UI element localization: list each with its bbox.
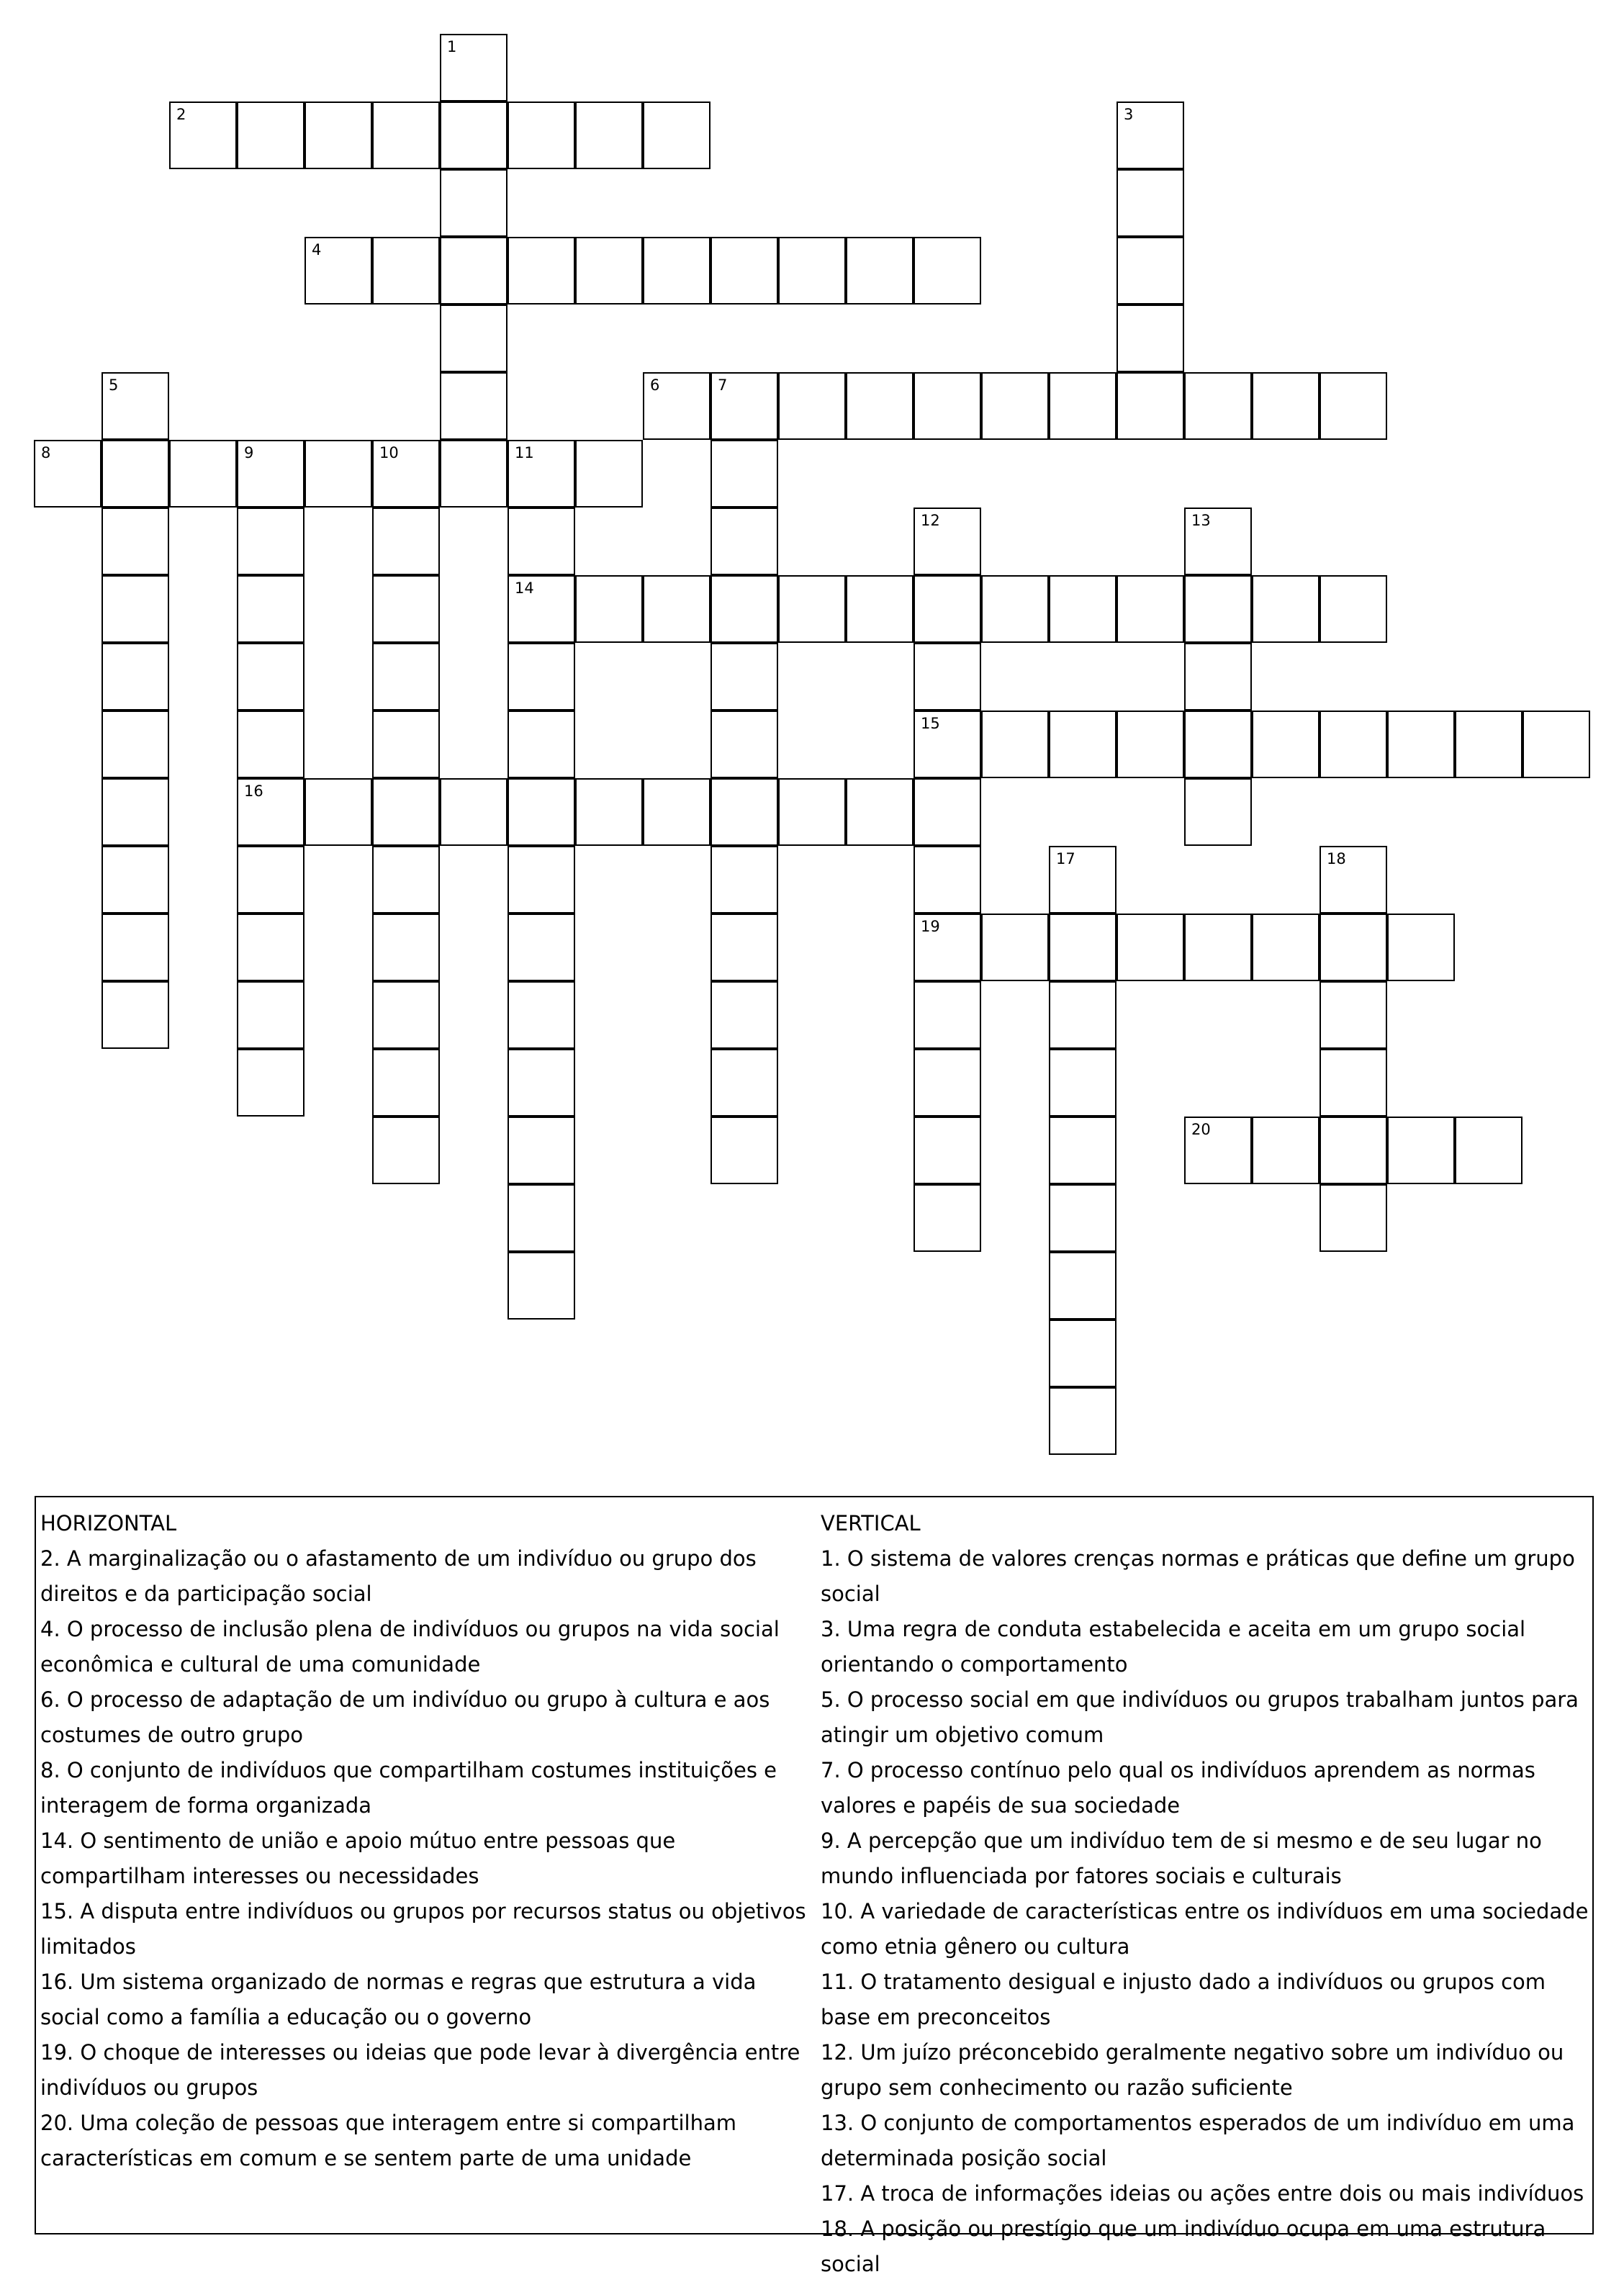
grid-cell[interactable]: [981, 575, 1049, 643]
grid-cell[interactable]: [710, 846, 778, 914]
grid-cell[interactable]: [237, 102, 304, 169]
grid-cell[interactable]: [914, 1049, 981, 1117]
grid-cell[interactable]: [1252, 575, 1320, 643]
grid-cell[interactable]: [237, 711, 304, 778]
down-clue-17: 17. A troca de informações ideias ou ações entre dois ou mais indivíduos: [821, 2181, 1584, 2206]
grid-cell[interactable]: [914, 643, 981, 711]
grid-cell[interactable]: [778, 778, 846, 846]
clues-panel: [35, 1496, 1594, 2276]
grid-cell[interactable]: [372, 1049, 440, 1117]
grid-cell[interactable]: [237, 846, 304, 914]
grid-cell[interactable]: [440, 102, 508, 169]
grid-cell[interactable]: [440, 169, 508, 237]
down-clue-5: 5. O processo social em que indivíduos ou grupos trabalham juntos para atingir um objetivo comum: [821, 1687, 1579, 1747]
clue-number: 7: [718, 376, 728, 394]
grid-cell[interactable]: [372, 237, 440, 305]
grid-cell[interactable]: [643, 575, 710, 643]
grid-cell[interactable]: [914, 846, 981, 914]
grid-cell[interactable]: [440, 34, 508, 102]
grid-cell[interactable]: [304, 102, 372, 169]
grid-cell[interactable]: [237, 643, 304, 711]
grid-cell[interactable]: [372, 914, 440, 981]
grid-cell[interactable]: [981, 711, 1049, 778]
grid-cell[interactable]: [237, 508, 304, 575]
grid-cell[interactable]: [710, 778, 778, 846]
grid-cell[interactable]: [1455, 1117, 1522, 1184]
grid-cell[interactable]: [778, 372, 846, 440]
grid-cell[interactable]: [1320, 1117, 1387, 1184]
across-clue-15: 15. A disputa entre indivíduos ou grupos por recursos status ou objetivos limitados: [40, 1899, 806, 1959]
grid-cell[interactable]: [508, 1184, 575, 1252]
grid-cell[interactable]: [914, 778, 981, 846]
clue-number: 9: [244, 444, 254, 461]
grid-cell[interactable]: [508, 575, 575, 643]
grid-cell[interactable]: [372, 508, 440, 575]
clue-number: 17: [1056, 850, 1075, 867]
clue-number: 2: [176, 106, 186, 123]
grid-cell[interactable]: [1184, 643, 1252, 711]
clue-number: 19: [921, 918, 940, 935]
grid-cell[interactable]: [1049, 1252, 1116, 1320]
grid-cell[interactable]: [508, 1117, 575, 1184]
clue-number: 14: [515, 579, 534, 597]
grid-cell[interactable]: [1049, 981, 1116, 1049]
grid-cell[interactable]: [710, 575, 778, 643]
clue-number: 1: [447, 38, 457, 55]
grid-cell[interactable]: [1252, 372, 1320, 440]
across-clue-6: 6. O processo de adaptação de um indivíduo ou grupo à cultura e aos costumes de outro grupo: [40, 1687, 770, 1747]
across-clue-4: 4. O processo de inclusão plena de indivíduos ou grupos na vida social econômica e cultural de uma comunidade: [40, 1617, 780, 1677]
grid-cell[interactable]: [1049, 575, 1116, 643]
grid-cell[interactable]: [1252, 711, 1320, 778]
grid-cell[interactable]: [304, 778, 372, 846]
grid-cell[interactable]: [1049, 1049, 1116, 1117]
grid-cell[interactable]: [710, 508, 778, 575]
grid-cell[interactable]: [981, 372, 1049, 440]
grid-cell[interactable]: [643, 778, 710, 846]
grid-cell[interactable]: [508, 1252, 575, 1320]
clue-number: 5: [109, 376, 119, 394]
grid-cell[interactable]: [508, 440, 575, 508]
down-clue-3: 3. Uma regra de conduta estabelecida e aceita em um grupo social orientando o comportamento: [821, 1617, 1526, 1677]
grid-cell[interactable]: [304, 440, 372, 508]
grid-cell[interactable]: [102, 372, 169, 440]
down-clue-13: 13. O conjunto de comportamentos esperados de um indivíduo em uma determinada posição social: [821, 2111, 1575, 2170]
grid-cell[interactable]: [575, 102, 643, 169]
grid-cell[interactable]: [914, 1117, 981, 1184]
grid-cell[interactable]: [1049, 711, 1116, 778]
grid-cell[interactable]: [102, 643, 169, 711]
grid-cell[interactable]: [508, 778, 575, 846]
grid-cell[interactable]: [1049, 914, 1116, 981]
grid-cell[interactable]: [846, 372, 914, 440]
grid-cell[interactable]: [1320, 372, 1387, 440]
grid-cell[interactable]: [710, 1117, 778, 1184]
grid-cell[interactable]: [1049, 372, 1116, 440]
grid-cell[interactable]: [1116, 914, 1184, 981]
grid-cell[interactable]: [440, 237, 508, 305]
grid-cell[interactable]: [102, 981, 169, 1049]
grid-cell[interactable]: [440, 305, 508, 372]
grid-cell[interactable]: [1320, 711, 1387, 778]
down-clue-18: 18. A posição ou prestígio que um indivíduo ocupa em uma estrutura social: [821, 2216, 1546, 2276]
grid-cell[interactable]: [102, 846, 169, 914]
across-clue-20: 20. Uma coleção de pessoas que interagem entre si compartilham características em comum e se sentem parte de uma unidade: [40, 2111, 736, 2170]
grid-cell[interactable]: [508, 914, 575, 981]
across-clues: [40, 1506, 811, 2176]
grid-cell[interactable]: [372, 102, 440, 169]
grid-cell[interactable]: [1049, 1387, 1116, 1455]
grid-cell[interactable]: [1116, 169, 1184, 237]
grid-cell[interactable]: [102, 914, 169, 981]
grid-cell[interactable]: [1320, 846, 1387, 914]
grid-cell[interactable]: [1320, 1184, 1387, 1252]
grid-cell[interactable]: [1387, 711, 1455, 778]
grid-cell[interactable]: [914, 508, 981, 575]
grid-cell[interactable]: [1049, 1117, 1116, 1184]
grid-cell[interactable]: [643, 102, 710, 169]
grid-cell[interactable]: [169, 102, 237, 169]
grid-cell[interactable]: [237, 914, 304, 981]
grid-cell[interactable]: [237, 778, 304, 846]
grid-cell[interactable]: [508, 643, 575, 711]
grid-cell[interactable]: [440, 372, 508, 440]
grid-cell[interactable]: [1116, 102, 1184, 169]
grid-cell[interactable]: [914, 981, 981, 1049]
grid-cell[interactable]: [372, 643, 440, 711]
across-clue-8: 8. O conjunto de indivíduos que compartilham costumes instituições e interagem de forma organizada: [40, 1758, 777, 1818]
clue-number: 15: [921, 715, 940, 732]
grid-cell[interactable]: [102, 440, 169, 508]
grid-cell[interactable]: [846, 778, 914, 846]
grid-cell[interactable]: [1184, 914, 1252, 981]
across-clue-19: 19. O choque de interesses ou ideias que pode levar à divergência entre indivíduos ou grupos: [40, 2040, 800, 2100]
grid-cell[interactable]: [1184, 778, 1252, 846]
grid-cell[interactable]: [440, 778, 508, 846]
grid-cell[interactable]: [372, 981, 440, 1049]
clue-number: 8: [41, 444, 51, 461]
grid-cell[interactable]: [1116, 575, 1184, 643]
grid-cell[interactable]: [914, 237, 981, 305]
clue-number: 3: [1124, 106, 1134, 123]
clue-number: 6: [650, 376, 660, 394]
grid-cell[interactable]: [1252, 914, 1320, 981]
grid-cell[interactable]: [914, 575, 981, 643]
grid-cell[interactable]: [508, 508, 575, 575]
grid-cell[interactable]: [643, 237, 710, 305]
grid-cell[interactable]: [1252, 1117, 1320, 1184]
grid-cell[interactable]: [914, 1184, 981, 1252]
grid-cell[interactable]: [1320, 1049, 1387, 1117]
grid-cell[interactable]: [1116, 711, 1184, 778]
grid-cell[interactable]: [846, 237, 914, 305]
clue-number: 12: [921, 512, 940, 529]
grid-cell[interactable]: [710, 372, 778, 440]
grid-cell[interactable]: [1184, 711, 1252, 778]
grid-cell[interactable]: [237, 1049, 304, 1117]
grid-cell[interactable]: [1049, 1184, 1116, 1252]
across-clue-14: 14. O sentimento de união e apoio mútuo entre pessoas que compartilham interesses ou necessidades: [40, 1828, 676, 1888]
clue-number: 20: [1191, 1121, 1211, 1138]
grid-cell[interactable]: [710, 440, 778, 508]
down-clue-12: 12. Um juízo préconcebido geralmente negativo sobre um indivíduo ou grupo sem conhecimento ou razão suficiente: [821, 2040, 1564, 2100]
down-clue-9: 9. A percepção que um indivíduo tem de si mesmo e de seu lugar no mundo influenciada por fatores sociais e culturais: [821, 1828, 1542, 1888]
grid-cell[interactable]: [643, 372, 710, 440]
grid-cell[interactable]: [710, 981, 778, 1049]
grid-cell[interactable]: [1320, 575, 1387, 643]
grid-cell[interactable]: [710, 237, 778, 305]
grid-cell[interactable]: [372, 1117, 440, 1184]
grid-cell[interactable]: [508, 846, 575, 914]
grid-cell[interactable]: [710, 711, 778, 778]
grid-cell[interactable]: [710, 643, 778, 711]
clue-number: 4: [312, 241, 322, 258]
grid-cell[interactable]: [1116, 237, 1184, 305]
grid-cell[interactable]: [914, 914, 981, 981]
grid-cell[interactable]: [914, 711, 981, 778]
clue-number: 16: [244, 783, 263, 800]
grid-cell[interactable]: [508, 237, 575, 305]
clue-number: 13: [1191, 512, 1211, 529]
down-clue-7: 7. O processo contínuo pelo qual os indivíduos aprendem as normas valores e papéis de sua sociedade: [821, 1758, 1535, 1818]
grid-cell[interactable]: [778, 575, 846, 643]
grid-cell[interactable]: [1387, 1117, 1455, 1184]
grid-cell[interactable]: [1320, 914, 1387, 981]
grid-cell[interactable]: [1184, 1117, 1252, 1184]
grid-cell[interactable]: [237, 440, 304, 508]
grid-cell[interactable]: [1184, 372, 1252, 440]
grid-cell[interactable]: [575, 237, 643, 305]
grid-cell[interactable]: [981, 914, 1049, 981]
grid-cell[interactable]: [102, 711, 169, 778]
grid-cell[interactable]: [508, 1049, 575, 1117]
across-title: HORIZONTAL: [40, 1511, 177, 1535]
grid-cell[interactable]: [1116, 305, 1184, 372]
grid-cell[interactable]: [1387, 914, 1455, 981]
clue-number: 11: [515, 444, 534, 461]
grid-cell[interactable]: [237, 575, 304, 643]
down-clue-11: 11. O tratamento desigual e injusto dado a indivíduos ou grupos com base em preconceitos: [821, 1970, 1546, 2029]
grid-cell[interactable]: [846, 575, 914, 643]
grid-cell[interactable]: [778, 237, 846, 305]
grid-cell[interactable]: [372, 711, 440, 778]
grid-cell[interactable]: [102, 508, 169, 575]
across-clue-2: 2. A marginalização ou o afastamento de um indivíduo ou grupo dos direitos e da participação social: [40, 1546, 757, 1606]
grid-cell[interactable]: [1455, 711, 1522, 778]
down-clue-1: 1. O sistema de valores crenças normas e práticas que define um grupo social: [821, 1546, 1575, 1606]
grid-cell[interactable]: [508, 981, 575, 1049]
grid-cell[interactable]: [710, 914, 778, 981]
grid-cell[interactable]: [34, 440, 102, 508]
down-clue-10: 10. A variedade de características entre os indivíduos em uma sociedade como etnia gênero ou cultura: [821, 1899, 1589, 1959]
clue-number: 18: [1327, 850, 1346, 867]
grid-cell[interactable]: [710, 1049, 778, 1117]
grid-cell[interactable]: [1049, 846, 1116, 914]
grid-cell[interactable]: [1184, 508, 1252, 575]
grid-cell[interactable]: [1184, 575, 1252, 643]
grid-cell[interactable]: [914, 372, 981, 440]
grid-cell[interactable]: [102, 575, 169, 643]
grid-cell[interactable]: [508, 102, 575, 169]
grid-cell[interactable]: [237, 981, 304, 1049]
grid-cell[interactable]: [575, 440, 643, 508]
grid-cell[interactable]: [169, 440, 237, 508]
grid-cell[interactable]: [372, 846, 440, 914]
down-clues: [821, 1506, 1589, 2282]
grid-cell[interactable]: [372, 440, 440, 508]
across-clue-16: 16. Um sistema organizado de normas e regras que estrutura a vida social como a família a educação ou o governo: [40, 1970, 757, 2029]
grid-cell[interactable]: [575, 575, 643, 643]
grid-cell[interactable]: [1116, 372, 1184, 440]
grid-cell[interactable]: [575, 778, 643, 846]
grid-cell[interactable]: [304, 237, 372, 305]
grid-cell[interactable]: [372, 575, 440, 643]
grid-cell[interactable]: [1049, 1320, 1116, 1387]
grid-cell[interactable]: [1320, 981, 1387, 1049]
grid-cell[interactable]: [440, 440, 508, 508]
grid-cell[interactable]: [372, 778, 440, 846]
grid-cell[interactable]: [508, 711, 575, 778]
clue-number: 10: [379, 444, 399, 461]
down-title: VERTICAL: [821, 1511, 921, 1535]
grid-cell[interactable]: [102, 778, 169, 846]
grid-cell[interactable]: [1522, 711, 1590, 778]
